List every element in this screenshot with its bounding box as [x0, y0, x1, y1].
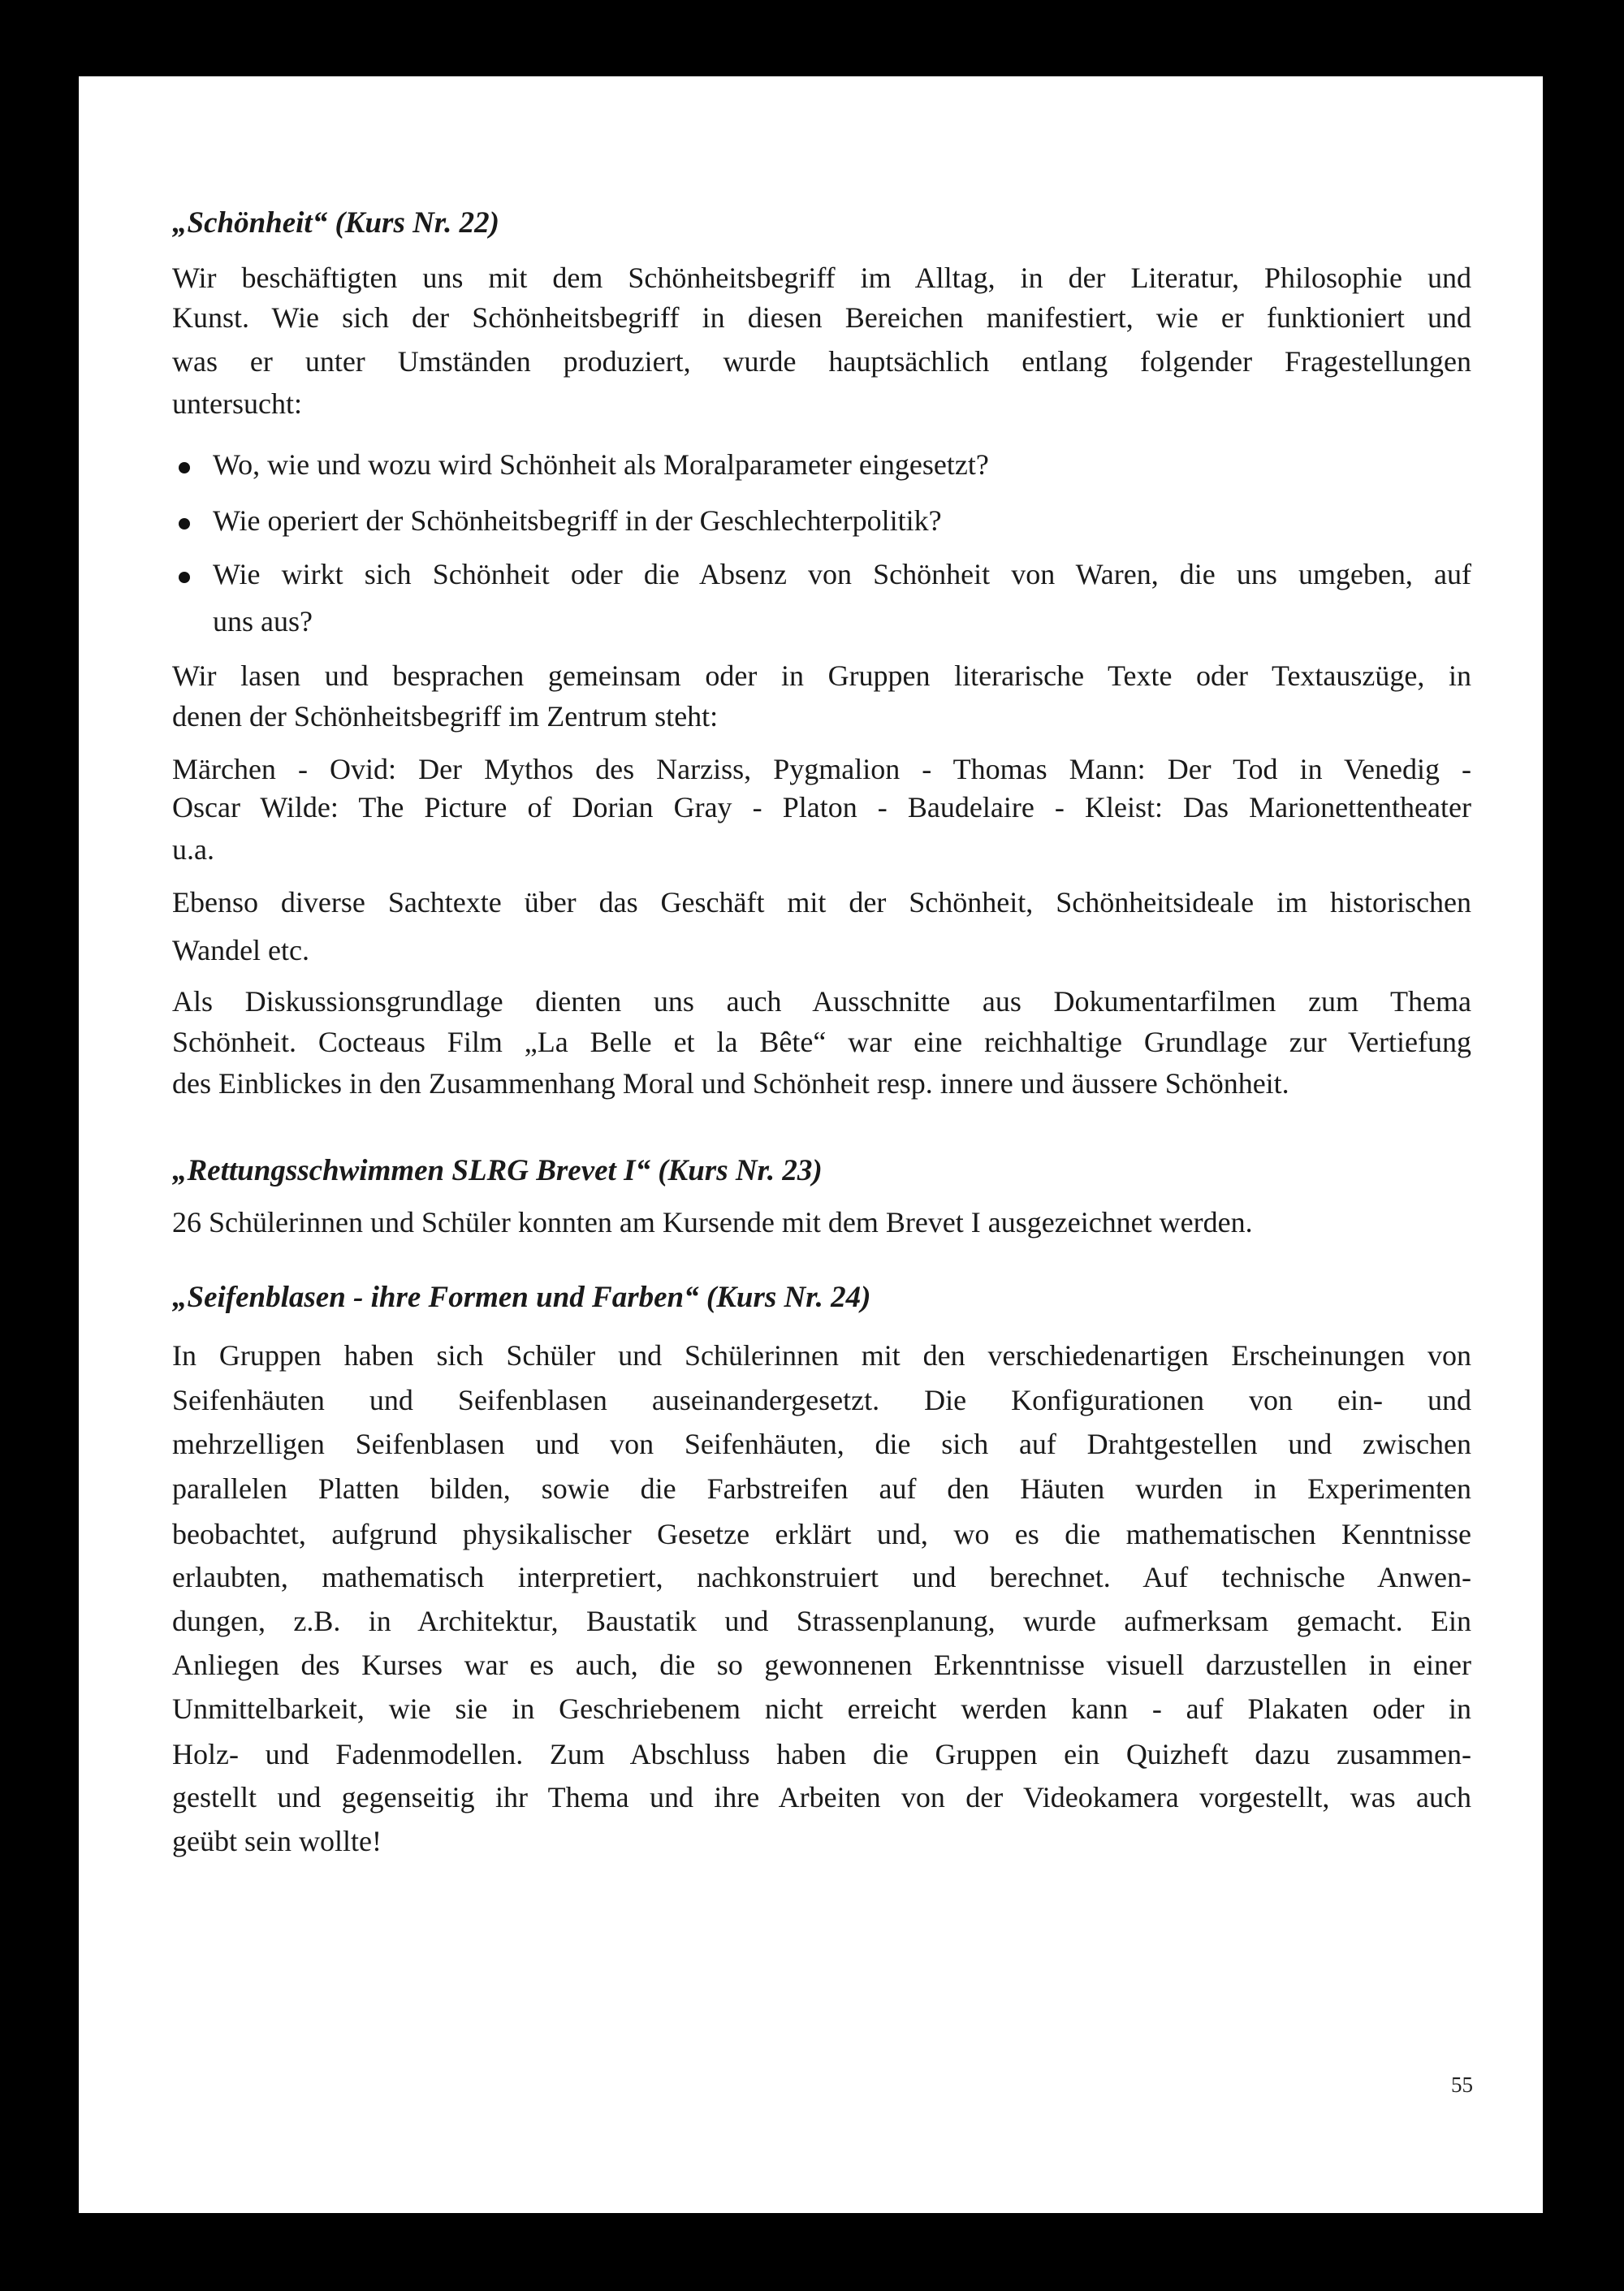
paragraph-line: In Gruppen haben sich Schüler und Schülerinnen mit den verschiedenartigen Erscheinungen von [172, 1339, 1471, 1372]
paragraph-line: Schönheit. Cocteaus Film „La Belle et la Bête“ war eine reichhaltige Grundlage zur Vertiefung [172, 1026, 1471, 1058]
paragraph-line: Oscar Wilde: The Picture of Dorian Gray - Platon - Baudelaire - Kleist: Das Marionettentheater [172, 791, 1471, 823]
paragraph-line: denen der Schönheitsbegriff im Zentrum steht: [172, 700, 719, 733]
paragraph-line: Anliegen des Kurses war es auch, die so gewonnenen Erkenntnisse visuell darzustellen in einer [172, 1649, 1471, 1681]
paragraph-line: u.a. [172, 833, 214, 866]
bullet-icon [179, 572, 190, 583]
paragraph-line: was er unter Umständen produziert, wurde hauptsächlich entlang folgender Fragestellungen [172, 345, 1471, 378]
paragraph-line: dungen, z.B. in Architektur, Baustatik und Strassenplanung, wurde aufmerksam gemacht. Ein [172, 1605, 1471, 1637]
bullet-icon [179, 462, 190, 473]
bullet-icon [179, 518, 190, 530]
bullet-item-line: uns aus? [213, 605, 313, 638]
paragraph-line: parallelen Platten bilden, sowie die Farbstreifen auf den Häuten wurden in Experimenten [172, 1472, 1471, 1505]
section-heading: „Seifenblasen - ihre Formen und Farben“ (Kurs Nr. 24) [172, 1281, 871, 1314]
paragraph-line: mehrzelligen Seifenblasen und von Seifenhäuten, die sich auf Drahtgestellen und zwischen [172, 1428, 1471, 1460]
paragraph-line: Holz- und Fadenmodellen. Zum Abschluss haben die Gruppen ein Quizheft dazu zusammen- [172, 1738, 1471, 1770]
bullet-item-line: Wie operiert der Schönheitsbegriff in der Geschlechterpolitik? [213, 504, 942, 537]
paragraph-line: Märchen - Ovid: Der Mythos des Narziss, Pygmalion - Thomas Mann: Der Tod in Venedig - [172, 753, 1471, 785]
section-heading: „Schönheit“ (Kurs Nr. 22) [172, 206, 499, 240]
paragraph-line: Wir lasen und besprachen gemeinsam oder in Gruppen literarische Texte oder Textauszüge, in [172, 659, 1471, 692]
paragraph-line: beobachtet, aufgrund physikalischer Gesetze erklärt und, wo es die mathematischen Kenntnisse [172, 1518, 1471, 1550]
paragraph-line: Unmittelbarkeit, wie sie in Geschriebenem nicht erreicht werden kann - auf Plakaten oder in [172, 1692, 1471, 1725]
section-heading: „Rettungsschwimmen SLRG Brevet I“ (Kurs Nr. 23) [172, 1154, 823, 1187]
paragraph-line: geübt sein wollte! [172, 1825, 382, 1857]
paragraph-line: des Einblickes in den Zusammenhang Moral und Schönheit resp. innere und äussere Schönheit. [172, 1067, 1289, 1100]
document-page [79, 76, 1543, 2213]
paragraph-line: Kunst. Wie sich der Schönheitsbegriff in diesen Bereichen manifestiert, wie er funktioniert und [172, 301, 1471, 334]
paragraph-line: Seifenhäuten und Seifenblasen auseinandergesetzt. Die Konfigurationen von ein- und [172, 1384, 1471, 1416]
page-number: 55 [1451, 2073, 1473, 2097]
paragraph-line: Ebenso diverse Sachtexte über das Geschäft mit der Schönheit, Schönheitsideale im historischen [172, 886, 1471, 919]
paragraph-line: erlaubten, mathematisch interpretiert, nachkonstruiert und berechnet. Auf technische Anwen- [172, 1561, 1471, 1593]
paragraph-line: gestellt und gegenseitig ihr Thema und ihre Arbeiten von der Videokamera vorgestellt, was auch [172, 1781, 1471, 1813]
paragraph-line: Wandel etc. [172, 934, 310, 966]
paragraph-line: Wir beschäftigten uns mit dem Schönheitsbegriff im Alltag, in der Literatur, Philosophie und [172, 262, 1471, 294]
paragraph-line: Als Diskussionsgrundlage dienten uns auch Ausschnitte aus Dokumentarfilmen zum Thema [172, 985, 1471, 1018]
bullet-item-line: Wo, wie und wozu wird Schönheit als Moralparameter eingesetzt? [213, 448, 989, 481]
bullet-item-line: Wie wirkt sich Schönheit oder die Absenz von Schönheit von Waren, die uns umgeben, auf [213, 558, 1471, 590]
paragraph-line: 26 Schülerinnen und Schüler konnten am Kursende mit dem Brevet I ausgezeichnet werden. [172, 1206, 1253, 1238]
paragraph-line: untersucht: [172, 387, 302, 420]
